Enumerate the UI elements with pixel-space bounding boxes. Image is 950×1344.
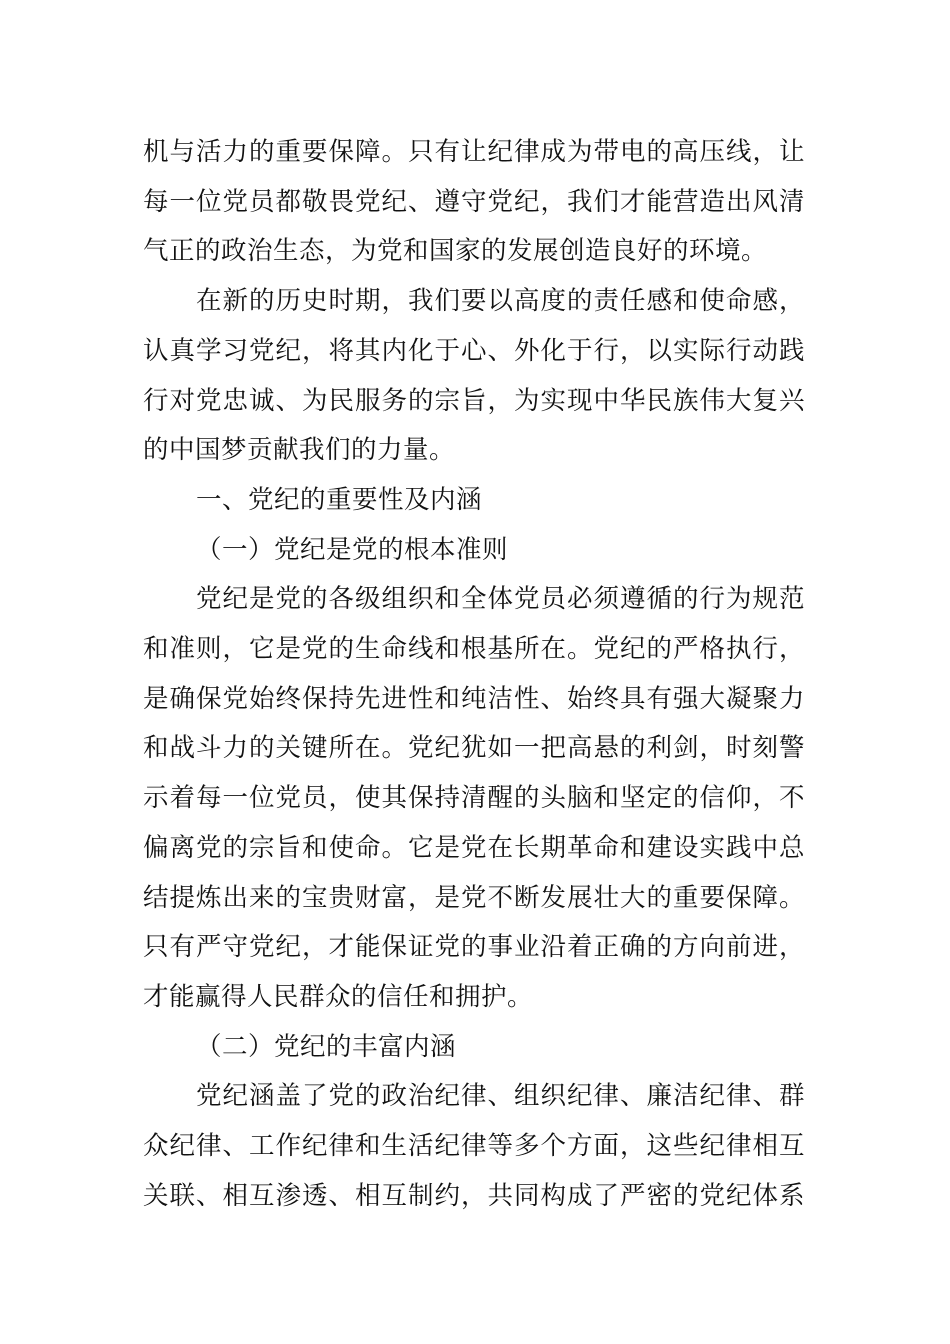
text-line: 的中国梦贡献我们的力量。 <box>143 435 456 466</box>
text-line: 党纪涵盖了党的政治纪律、组织纪律、廉洁纪律、群 <box>196 1081 805 1112</box>
text-line: 关联、相互渗透、相互制约，共同构成了严密的党纪体系 <box>143 1180 805 1211</box>
text-line: 和战斗力的关键所在。党纪犹如一把高悬的利剑，时刻警 <box>143 733 805 764</box>
section-heading: 一、党纪的重要性及内涵 <box>196 484 483 515</box>
text-line: 行对党忠诚、为民服务的宗旨，为实现中华民族伟大复兴 <box>143 385 805 416</box>
text-line: 偏离党的宗旨和使命。它是党在长期革命和建设实践中总 <box>143 832 805 863</box>
text-line: 每一位党员都敬畏党纪、遵守党纪，我们才能营造出风清 <box>143 186 805 217</box>
subsection-heading: （二）党纪的丰富内涵 <box>196 1031 457 1062</box>
text-line: 结提炼出来的宝贵财富，是党不断发展壮大的重要保障。 <box>143 882 805 913</box>
text-line: 只有严守党纪，才能保证党的事业沿着正确的方向前进， <box>143 932 805 963</box>
text-line: 在新的历史时期，我们要以高度的责任感和使命感， <box>196 286 805 317</box>
text-line: 示着每一位党员，使其保持清醒的头脑和坚定的信仰，不 <box>143 783 805 814</box>
text-line: 众纪律、工作纪律和生活纪律等多个方面，这些纪律相互 <box>143 1131 805 1161</box>
subsection-heading: （一）党纪是党的根本准则 <box>196 534 509 565</box>
text-line: 机与活力的重要保障。只有让纪律成为带电的高压线，让 <box>143 137 805 167</box>
text-line: 认真学习党纪，将其内化于心、外化于行，以实际行动践 <box>143 335 805 366</box>
text-line: 才能赢得人民群众的信任和拥护。 <box>143 981 534 1012</box>
text-line: 党纪是党的各级组织和全体党员必须遵循的行为规范 <box>196 584 805 615</box>
text-line: 气正的政治生态，为党和国家的发展创造良好的环境。 <box>143 236 768 267</box>
text-line: 是确保党始终保持先进性和纯洁性、始终具有强大凝聚力 <box>143 683 805 714</box>
text-line: 和准则，它是党的生命线和根基所在。党纪的严格执行， <box>143 634 805 664</box>
